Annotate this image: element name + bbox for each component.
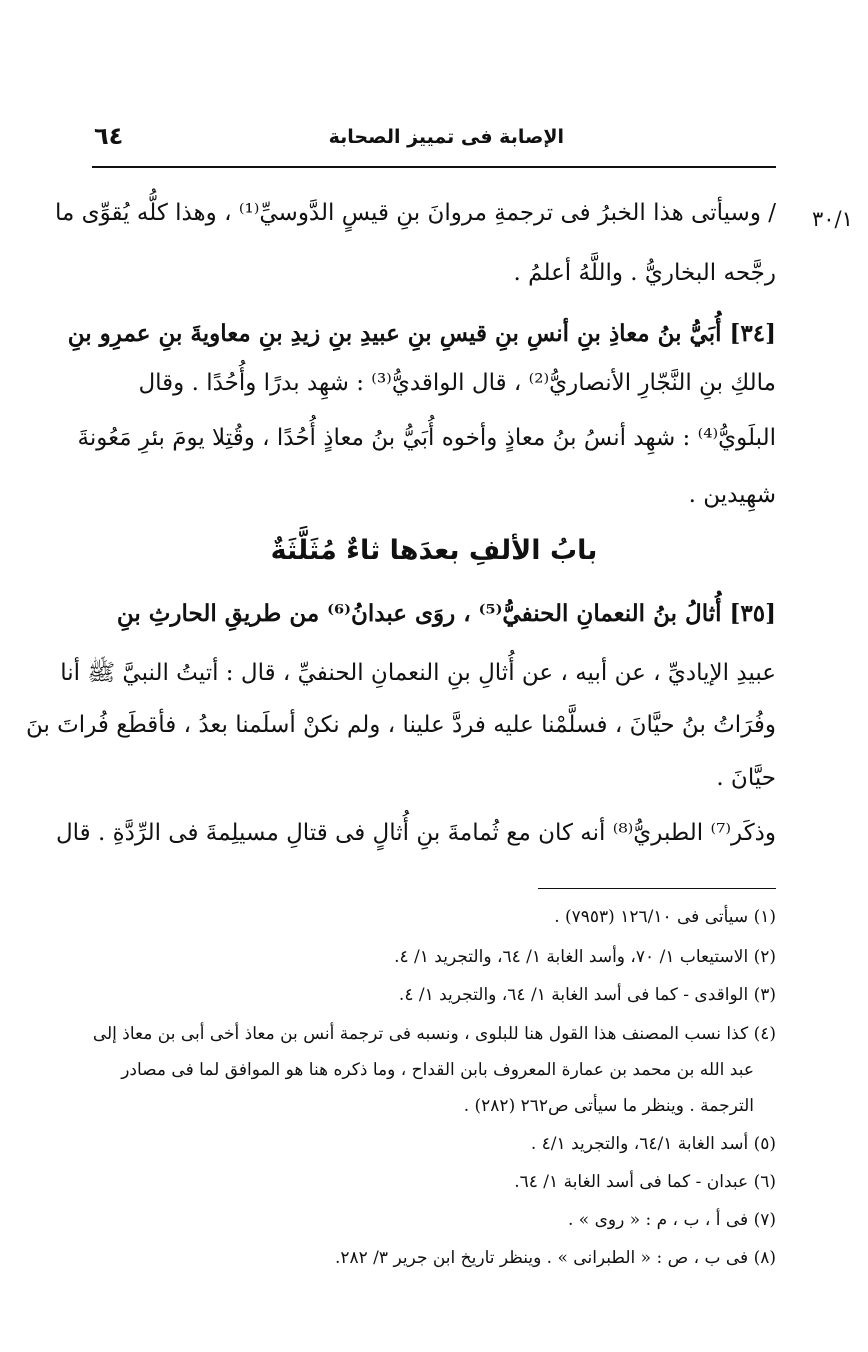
text-line: / وسيأتى هذا الخبرُ فى ترجمةِ مروانَ بنِ قيسٍ الدَّوسيِّ⁽¹⁾ ، وهذا كلُّه يُقوِّى ما [55,200,776,226]
running-header [94,122,774,156]
text-line: شهِيدين . [688,482,776,508]
footnote-5: (٥) أسد الغابة ٦٤/١، والتجريد ٤/١ . [530,1134,776,1154]
footnote-2: (٢) الاستيعاب ١/ ٧٠، وأسد الغابة ١/ ٦٤، والتجريد ١/ ٤. [394,947,776,967]
text-line: البلَويُّ⁽⁴⁾ : شهِد أنسُ بنُ معاذٍ وأخوه أُبَيُّ بنُ معاذٍ أُحُدًا ، وقُتِلا يومَ بئرِ مَعُونةَ [77,425,776,451]
footnote-1: (١) سيأتى فى ١٢٦/١٠ (٧٩٥٣) . [554,907,776,927]
footnote-7: (٧) فى أ ، ب ، م : « روى » . [567,1210,776,1230]
footnote-4-continued: عبد الله بن محمد بن عمارة المعروف بابن القداح ، وما ذكره هنا هو الموافق لما فى مصادر [121,1060,754,1080]
footnote-divider [538,888,776,889]
text-line: وفُرَاتُ بنُ حيَّانَ ، فسلَّمْنا عليه فردَّ علينا ، ولم نكنْ أسلَمنا بعدُ ، فأقطَع فُراتَ بنَ [25,712,776,738]
footnote-4: (٤) كذا نسب المصنف هذا القول هنا للبلوى ، ونسبه فى ترجمة أنس بن معاذ أخى أبى بن معاذ إلى [92,1024,776,1044]
margin-marker: ٣٠/١ [812,207,853,231]
footnote-6: (٦) عبدان - كما فى أسد الغابة ١/ ٦٤. [514,1172,776,1192]
entry-34-heading-line: [٣٤] أُبَيُّ بنُ معاذِ بنِ أنسِ بنِ قيسِ بنِ عبيدِ بنِ زيدِ بنِ معاويةَ بنِ عمرِو بنِ [67,320,776,347]
page-number: ٦٤ [94,122,124,150]
section-heading: بابُ الألفِ بعدَها ثاءٌ مُثَلَّثَةٌ [270,535,598,566]
text-line: عبيدِ الإياديِّ ، عن أبيه ، عن أُثالِ بنِ النعمانِ الحنفيِّ ، قال : أتيتُ النبيَّ ﷺ أنا [60,660,776,686]
text-line: رجَّحه البخاريُّ . واللَّهُ أعلمُ . [513,260,776,286]
entry-35-heading-line: [٣٥] أُثالُ بنُ النعمانِ الحنفيُّ⁽⁵⁾ ، روَى عبدانُ⁽⁶⁾ من طريقِ الحارثِ بنِ [116,600,776,627]
footnote-3: (٣) الواقدى - كما فى أسد الغابة ١/ ٦٤، والتجريد ١/ ٤. [398,985,776,1005]
footnote-4-continued: الترجمة . وينظر ما سيأتى ص٢٦٢ (٢٨٢) . [463,1096,754,1116]
running-title: الإصابة فى تمييز الصحابة [328,126,564,148]
footnote-8: (٨) فى ب ، ص : « الطبرانى » . وينظر تاريخ ابن جرير ٣/ ٢٨٢. [334,1248,776,1268]
text-line: وذكَر⁽⁷⁾ الطبريُّ⁽⁸⁾ أنه كان مع ثُمامةَ بنِ أُثالٍ فى قتالِ مسيلِمةَ فى الرِّدَّةِ . قال [55,820,776,846]
header-divider [92,166,776,168]
text-line: حيَّانَ . [716,765,776,791]
text-line: مالكِ بنِ النَّجّارِ الأنصاريُّ⁽²⁾ ، قال الواقديُّ⁽³⁾ : شهِد بدرًا وأُحُدًا . وقال [138,370,776,396]
